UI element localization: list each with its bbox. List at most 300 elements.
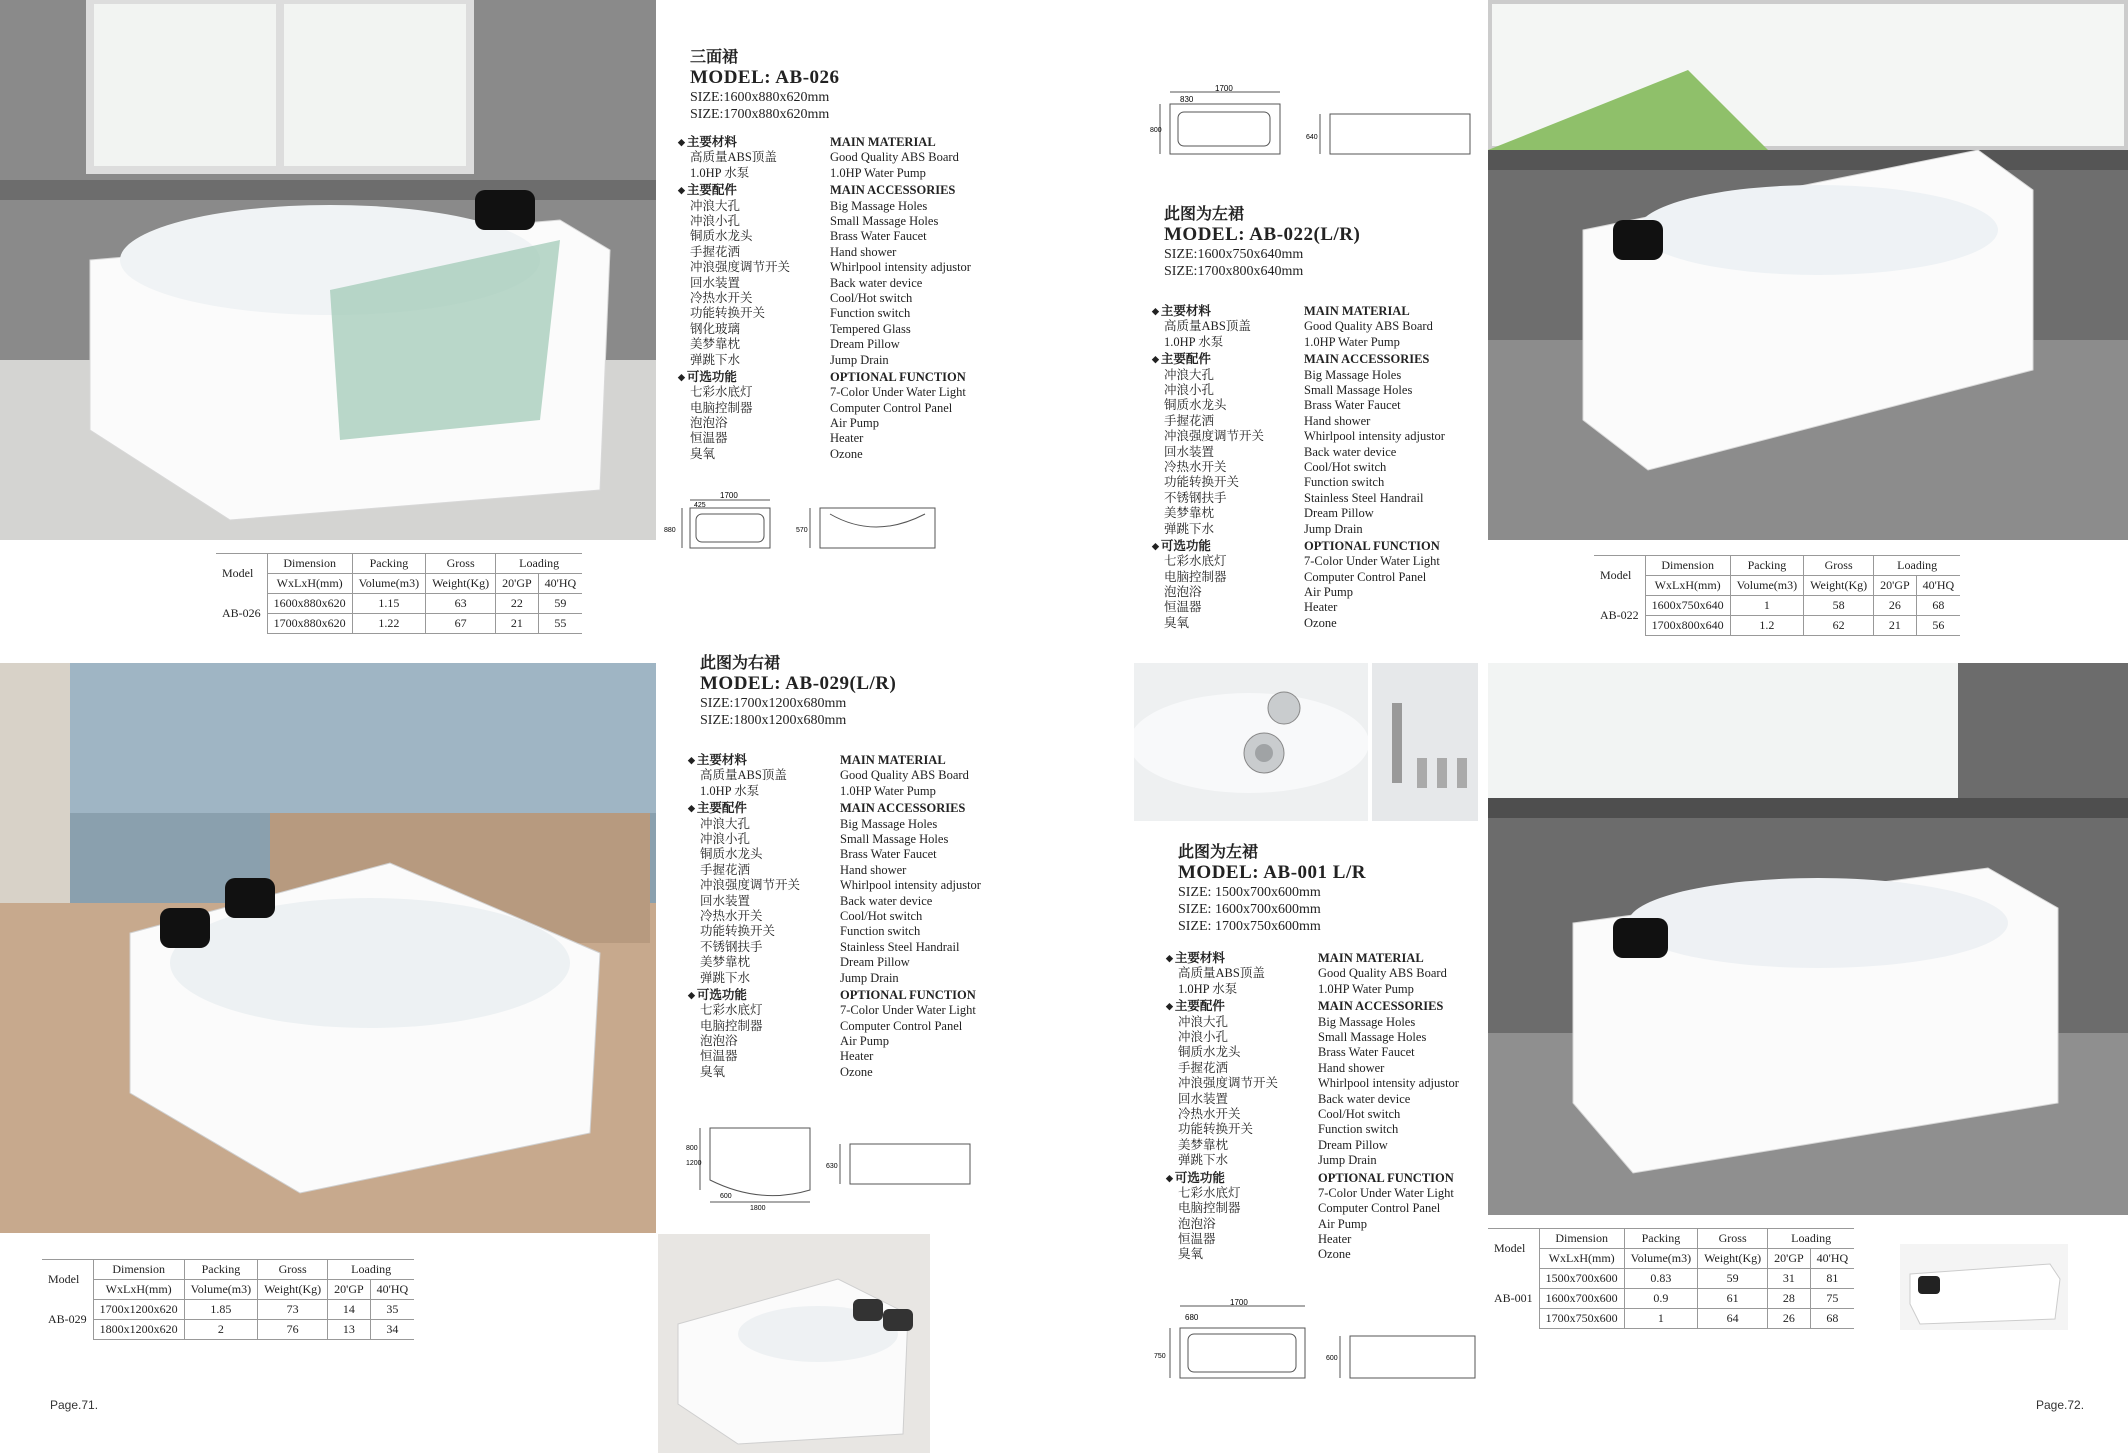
faucet-detail-photo: [1372, 663, 1478, 821]
feature-zh: 电脑控制器: [700, 1018, 763, 1033]
section-title-en: MAIN ACCESSORIES: [830, 183, 956, 198]
ab001-heading: 此图为左裙: [1178, 844, 1259, 861]
ab022-dim-height: 640: [1306, 134, 1318, 141]
section-title-zh: ◆ 主要材料: [690, 135, 830, 150]
feature-zh: 冲浪小孔: [1164, 382, 1215, 397]
feature-zh: 高质量ABS顶盖: [700, 768, 787, 783]
feature-en: Big Massage Holes: [1304, 367, 1402, 382]
table-cell: 22: [496, 594, 539, 614]
section-title-zh: ◆ 主要材料: [700, 753, 840, 768]
feature-zh: 冲浪大孔: [1178, 1014, 1229, 1029]
feature-en: Whirlpool intensity adjustor: [840, 878, 981, 893]
ab022-heading: 此图为左裙: [1164, 206, 1245, 223]
feature-en: Dream Pillow: [1318, 1137, 1388, 1152]
ab029-section-1: [696, 801, 1020, 986]
section-title-en: OPTIONAL FUNCTION: [1318, 1170, 1454, 1185]
ab001-section-1-zh: [1174, 999, 1318, 1168]
feature-zh: 电脑控制器: [1178, 1201, 1241, 1216]
table-cell: 1600x750x640: [1645, 596, 1730, 616]
table-row: [1594, 596, 1960, 616]
wxlxh-header: WxLxH(mm): [267, 574, 352, 594]
ab001-dim-width: 750: [1154, 1353, 1166, 1360]
feature-en: Computer Control Panel: [840, 1018, 963, 1033]
ab029-dim-5: 630: [826, 1163, 838, 1170]
feature-zh: 铜质水龙头: [1164, 398, 1227, 413]
table-row: [216, 594, 582, 614]
table-cell: 0.83: [1624, 1269, 1697, 1289]
feature-zh: 冲浪强度调节开关: [1164, 429, 1265, 444]
ab001-section-1-en: [1318, 999, 1498, 1168]
ab029-spec-table: [42, 1259, 414, 1340]
table-cell: 64: [1698, 1309, 1768, 1329]
volume-header: Volume(m3): [1624, 1249, 1697, 1269]
table-cell: 56: [1916, 616, 1960, 636]
section-title-en: OPTIONAL FUNCTION: [830, 369, 966, 384]
ab029-section-2: [696, 987, 1020, 1080]
page-number-right: Page.72.: [2036, 1398, 2085, 1412]
feature-en: Jump Drain: [830, 352, 889, 367]
ab001-size-1: SIZE: 1500x700x600mm: [1178, 885, 1321, 900]
feature-zh: 恒温器: [690, 431, 728, 446]
ab022-dim-width: 800: [1150, 127, 1162, 134]
gp20-header: 20'GP: [496, 574, 539, 594]
feature-zh: 美梦靠枕: [700, 955, 751, 970]
feature-en: Small Massage Holes: [1318, 1029, 1427, 1044]
ab026-photo: [0, 0, 656, 540]
feature-en: Small Massage Holes: [830, 213, 939, 228]
feature-zh: 手握花洒: [1178, 1060, 1229, 1075]
table-cell: 68: [1810, 1309, 1854, 1329]
feature-en: Tempered Glass: [830, 321, 911, 336]
feature-zh: 冷热水开关: [700, 908, 763, 923]
ab026-section-0-zh: [686, 135, 830, 181]
table-cell: 13: [328, 1320, 371, 1340]
feature-zh: 弹跳下水: [1178, 1153, 1229, 1168]
ab026-section-2-zh: [686, 369, 830, 462]
section-title-en: MAIN MATERIAL: [1304, 304, 1410, 318]
feature-zh: 功能转换开关: [700, 924, 776, 939]
dimension-header: Dimension: [1645, 556, 1730, 576]
section-title-en: MAIN ACCESSORIES: [1304, 352, 1430, 367]
ab001-photo: [1488, 663, 2128, 1215]
feature-zh: 1.0HP 水泵: [1178, 981, 1238, 996]
ab026-dimension-diagram: [660, 490, 940, 560]
ab029-section-1-zh: [696, 801, 840, 986]
ab001-sections: [1174, 951, 1498, 1263]
gp20-header: 20'GP: [1768, 1249, 1811, 1269]
ab029-spec: [696, 654, 1020, 1080]
feature-en: Small Massage Holes: [840, 831, 949, 846]
feature-en: Brass Water Faucet: [830, 229, 927, 244]
ab029-dim-3: 600: [720, 1193, 732, 1200]
ab026-spec-table: [216, 553, 582, 634]
ab029-size-1: SIZE:1700x1200x680mm: [700, 696, 847, 711]
wxlxh-header: WxLxH(mm): [93, 1280, 184, 1300]
feature-zh: 七彩水底灯: [1178, 1185, 1241, 1200]
ab029-sections: [696, 753, 1020, 1080]
feature-en: Back water device: [830, 275, 923, 290]
feature-zh: 泡泡浴: [1178, 1216, 1216, 1231]
table-cell: 21: [1874, 616, 1917, 636]
feature-en: Heater: [840, 1049, 874, 1064]
section-title-zh: ◆ 可选功能: [690, 370, 830, 385]
weight-header: Weight(Kg): [1804, 576, 1874, 596]
ab022-section-1-en: [1304, 352, 1484, 537]
hq40-header: 40'HQ: [538, 574, 582, 594]
feature-en: Dream Pillow: [830, 337, 900, 352]
section-title-en: MAIN ACCESSORIES: [1318, 999, 1444, 1014]
ab029-model: MODEL: AB-029(L/R): [700, 673, 897, 694]
ab022-dimension-diagram: [1150, 84, 1480, 174]
feature-zh: 冲浪小孔: [690, 213, 741, 228]
table-cell: 1.85: [184, 1300, 257, 1320]
ab029-size-2: SIZE:1800x1200x680mm: [700, 713, 847, 728]
page-number-left: Page.71.: [50, 1398, 99, 1412]
hq40-header: 40'HQ: [1916, 576, 1960, 596]
feature-zh: 美梦靠枕: [690, 337, 741, 352]
feature-zh: 臭氧: [690, 446, 716, 461]
table-cell: 63: [426, 594, 496, 614]
feature-zh: 回水装置: [1164, 444, 1215, 459]
feature-zh: 弹跳下水: [690, 352, 741, 367]
feature-en: Cool/Hot switch: [840, 908, 923, 923]
ab029-section-0-en: [840, 753, 1020, 799]
feature-en: Computer Control Panel: [1304, 569, 1427, 584]
feature-en: Brass Water Faucet: [840, 847, 937, 862]
ab029-dim-2: 800: [686, 1145, 698, 1152]
table-cell: 0.9: [1624, 1289, 1697, 1309]
dimension-header: Dimension: [1539, 1229, 1624, 1249]
ab026-dim-height: 570: [796, 527, 808, 534]
table-cell: 59: [538, 594, 582, 614]
feature-en: 7-Color Under Water Light: [1304, 554, 1440, 569]
ab022-model: MODEL: AB-022(L/R): [1164, 224, 1361, 245]
packing-header: Packing: [1624, 1229, 1697, 1249]
feature-zh: 手握花洒: [1164, 413, 1215, 428]
feature-zh: 功能转换开关: [1164, 475, 1240, 490]
table-cell: 55: [538, 614, 582, 634]
feature-en: Ozone: [1318, 1247, 1351, 1262]
feature-zh: 回水装置: [1178, 1091, 1229, 1106]
feature-en: Good Quality ABS Board: [840, 768, 969, 783]
ab029-section-0-zh: [696, 753, 840, 799]
ab022-dim-inner: 830: [1180, 95, 1194, 104]
volume-header: Volume(m3): [184, 1280, 257, 1300]
ab022-section-0-zh: [1160, 304, 1304, 350]
ab001-dim-height: 600: [1326, 1355, 1338, 1362]
feature-en: Function switch: [840, 924, 921, 939]
gp20-header: 20'GP: [328, 1280, 371, 1300]
table-cell: 34: [370, 1320, 414, 1340]
ab029-dim-4: 1800: [750, 1205, 766, 1210]
feature-en: Big Massage Holes: [1318, 1014, 1416, 1029]
section-title-zh: ◆ 主要材料: [1178, 951, 1318, 966]
feature-en: Air Pump: [840, 1034, 889, 1049]
feature-zh: 七彩水底灯: [700, 1003, 763, 1018]
packing-header: Packing: [184, 1260, 257, 1280]
ab022-spec: [1160, 205, 1484, 631]
feature-zh: 冷热水开关: [1178, 1106, 1241, 1121]
ab022-section-1-zh: [1160, 352, 1304, 537]
feature-en: Air Pump: [1304, 585, 1353, 600]
ab001-dim-length: 1700: [1230, 1298, 1248, 1307]
ab022-dim-length: 1700: [1215, 84, 1233, 93]
ab026-section-1-zh: [686, 183, 830, 368]
ab029-dim-1: 1200: [686, 1160, 702, 1167]
ab001-section-1: [1174, 999, 1498, 1168]
ab022-section-2-zh: [1160, 538, 1304, 631]
ab029-photo: [0, 663, 656, 1233]
ab001-size-3: SIZE: 1700x750x600mm: [1178, 919, 1321, 934]
feature-en: Hand shower: [840, 862, 907, 877]
table-cell: 1.22: [352, 614, 425, 634]
ab026-sections: [686, 135, 1010, 462]
ab022-spec-table: [1594, 555, 1960, 636]
section-title-zh: ◆ 主要材料: [1164, 304, 1304, 319]
feature-en: Big Massage Holes: [840, 816, 938, 831]
feature-zh: 美梦靠枕: [1178, 1137, 1229, 1152]
table-cell: 73: [258, 1300, 328, 1320]
ab026-section-2: [686, 369, 1010, 462]
weight-header: Weight(Kg): [258, 1280, 328, 1300]
ab026-dim-length: 1700: [720, 491, 738, 500]
ab022-size-1: SIZE:1600x750x640mm: [1164, 247, 1304, 262]
table-cell: 76: [258, 1320, 328, 1340]
table-cell: 14: [328, 1300, 371, 1320]
feature-en: Ozone: [1304, 615, 1337, 630]
feature-zh: 弹跳下水: [700, 970, 751, 985]
section-title-en: MAIN MATERIAL: [840, 753, 946, 767]
feature-zh: 冲浪强度调节开关: [700, 878, 801, 893]
ab001-section-2-en: [1318, 1171, 1498, 1263]
feature-en: Brass Water Faucet: [1318, 1045, 1415, 1060]
feature-en: Brass Water Faucet: [1304, 398, 1401, 413]
ab001-dimension-diagram: [1150, 1298, 1480, 1388]
table-row: [1488, 1309, 1854, 1329]
feature-en: 7-Color Under Water Light: [830, 385, 966, 400]
ab026-section-2-en: [830, 370, 1010, 462]
weight-header: Weight(Kg): [426, 574, 496, 594]
ab022-section-0-en: [1304, 304, 1484, 350]
feature-zh: 冷热水开关: [690, 290, 753, 305]
ab022-section-2-en: [1304, 539, 1484, 631]
ab026-size-2: SIZE:1700x880x620mm: [690, 107, 830, 122]
section-title-en: MAIN MATERIAL: [830, 135, 936, 149]
section-title-en: OPTIONAL FUNCTION: [1304, 538, 1440, 553]
feature-zh: 美梦靠枕: [1164, 506, 1215, 521]
ab029-section-2-zh: [696, 987, 840, 1080]
table-cell: 61: [1698, 1289, 1768, 1309]
feature-en: Whirlpool intensity adjustor: [1318, 1076, 1459, 1091]
feature-zh: 1.0HP 水泵: [700, 783, 760, 798]
ab001-dim-inner: 680: [1185, 1313, 1199, 1322]
table-cell: 31: [1768, 1269, 1811, 1289]
ab022-sections: [1160, 304, 1484, 631]
ab029-dimension-diagram: [680, 1120, 980, 1210]
feature-en: Small Massage Holes: [1304, 382, 1413, 397]
volume-header: Volume(m3): [1730, 576, 1803, 596]
model-cell: AB-029: [48, 1312, 87, 1326]
feature-en: Good Quality ABS Board: [1304, 319, 1433, 334]
gross-header: Gross: [258, 1260, 328, 1280]
section-title-zh: ◆ 主要配件: [690, 183, 830, 198]
section-title-zh: ◆ 可选功能: [1178, 1171, 1318, 1186]
section-title-zh: ◆ 可选功能: [700, 988, 840, 1003]
table-cell: 35: [370, 1300, 414, 1320]
ab022-section-1: [1160, 352, 1484, 537]
feature-zh: 电脑控制器: [690, 400, 753, 415]
feature-en: Computer Control Panel: [830, 400, 953, 415]
table-cell: 62: [1804, 616, 1874, 636]
ab022-size-2: SIZE:1700x800x640mm: [1164, 264, 1304, 279]
feature-en: Hand shower: [830, 244, 897, 259]
feature-en: Heater: [1318, 1232, 1352, 1247]
table-cell: 1700x1200x620: [93, 1300, 184, 1320]
feature-en: 1.0HP Water Pump: [1304, 334, 1400, 349]
ab026-section-1-en: [830, 183, 1010, 368]
section-title-zh: ◆ 可选功能: [1164, 539, 1304, 554]
section-title-en: MAIN ACCESSORIES: [840, 801, 966, 816]
table-cell: 1: [1730, 596, 1803, 616]
ab026-spec: [686, 48, 1010, 462]
ab001-section-0: [1174, 951, 1498, 997]
table-cell: 2: [184, 1320, 257, 1340]
feature-en: Back water device: [1304, 444, 1397, 459]
feature-zh: 不锈钢扶手: [700, 939, 763, 954]
table-row: [216, 614, 582, 634]
feature-zh: 臭氧: [1178, 1247, 1204, 1262]
table-cell: 1700x750x600: [1539, 1309, 1624, 1329]
table-cell: 1: [1624, 1309, 1697, 1329]
feature-zh: 不锈钢扶手: [1164, 490, 1227, 505]
feature-zh: 七彩水底灯: [1164, 554, 1227, 569]
feature-en: 7-Color Under Water Light: [840, 1003, 976, 1018]
section-title-en: MAIN MATERIAL: [1318, 951, 1424, 965]
feature-zh: 铜质水龙头: [1178, 1045, 1241, 1060]
loading-header: Loading: [496, 554, 583, 574]
feature-en: Hand shower: [1318, 1060, 1385, 1075]
feature-zh: 泡泡浴: [690, 416, 728, 431]
table-cell: 59: [1698, 1269, 1768, 1289]
feature-en: Function switch: [1304, 475, 1385, 490]
loading-header: Loading: [1874, 556, 1961, 576]
table-row: [1488, 1269, 1854, 1289]
feature-zh: 铜质水龙头: [700, 847, 763, 862]
table-cell: 26: [1768, 1309, 1811, 1329]
ab029-section-0: [696, 753, 1020, 799]
ab001-section-0-en: [1318, 951, 1498, 997]
ab029-small-photo: [658, 1234, 930, 1453]
feature-en: Computer Control Panel: [1318, 1201, 1441, 1216]
feature-en: Dream Pillow: [1304, 506, 1374, 521]
feature-en: Whirlpool intensity adjustor: [1304, 429, 1445, 444]
feature-en: Air Pump: [1318, 1216, 1367, 1231]
feature-en: Function switch: [830, 306, 911, 321]
model-header: Model: [1488, 1229, 1539, 1269]
feature-en: Jump Drain: [1318, 1153, 1377, 1168]
table-cell: 21: [496, 614, 539, 634]
feature-zh: 冲浪大孔: [1164, 367, 1215, 382]
feature-en: Cool/Hot switch: [830, 290, 913, 305]
feature-en: 7-Color Under Water Light: [1318, 1185, 1454, 1200]
ab029-section-1-en: [840, 801, 1020, 986]
packing-header: Packing: [352, 554, 425, 574]
table-cell: 28: [1768, 1289, 1811, 1309]
feature-zh: 回水装置: [700, 893, 751, 908]
feature-zh: 泡泡浴: [1164, 585, 1202, 600]
feature-en: Ozone: [830, 446, 863, 461]
model-header: Model: [1594, 556, 1645, 596]
feature-en: Jump Drain: [840, 970, 899, 985]
feature-zh: 功能转换开关: [690, 306, 766, 321]
ab026-section-1: [686, 183, 1010, 368]
model-cell: AB-026: [222, 606, 261, 620]
table-cell: 75: [1810, 1289, 1854, 1309]
ab001-section-2: [1174, 1170, 1498, 1263]
feature-zh: 高质量ABS顶盖: [1164, 319, 1251, 334]
ab026-section-0-en: [830, 135, 1010, 181]
feature-zh: 冲浪强度调节开关: [690, 260, 791, 275]
dimension-header: Dimension: [93, 1260, 184, 1280]
feature-zh: 铜质水龙头: [690, 229, 753, 244]
feature-zh: 臭氧: [1164, 615, 1190, 630]
ab022-photo: [1488, 0, 2128, 540]
feature-en: Function switch: [1318, 1122, 1399, 1137]
feature-zh: 弹跳下水: [1164, 521, 1215, 536]
feature-en: Air Pump: [830, 416, 879, 431]
ab026-model: MODEL: AB-026: [690, 67, 840, 88]
model-cell: AB-022: [1600, 608, 1639, 622]
feature-en: Dream Pillow: [840, 955, 910, 970]
ab001-size-2: SIZE: 1600x700x600mm: [1178, 902, 1321, 917]
table-row: [42, 1320, 414, 1340]
ab026-size-1: SIZE:1600x880x620mm: [690, 90, 830, 105]
table-cell: 1.2: [1730, 616, 1803, 636]
feature-en: Stainless Steel Handrail: [840, 939, 960, 954]
table-cell: 1600x880x620: [267, 594, 352, 614]
feature-en: Cool/Hot switch: [1318, 1106, 1401, 1121]
table-cell: 1500x700x600: [1539, 1269, 1624, 1289]
feature-zh: 冷热水开关: [1164, 459, 1227, 474]
feature-zh: 冲浪小孔: [700, 831, 751, 846]
feature-zh: 高质量ABS顶盖: [1178, 966, 1265, 981]
ab026-dim-depth: 880: [664, 527, 676, 534]
feature-en: Back water device: [840, 893, 933, 908]
section-title-zh: ◆ 主要配件: [1178, 999, 1318, 1014]
ab026-section-0: [686, 135, 1010, 181]
table-cell: 81: [1810, 1269, 1854, 1289]
gross-header: Gross: [1804, 556, 1874, 576]
table-cell: 1800x1200x620: [93, 1320, 184, 1340]
ab001-model: MODEL: AB-001 L/R: [1178, 862, 1366, 883]
feature-en: Heater: [1304, 600, 1338, 615]
feature-zh: 1.0HP 水泵: [1164, 334, 1224, 349]
feature-zh: 高质量ABS顶盖: [690, 150, 777, 165]
feature-en: 1.0HP Water Pump: [1318, 981, 1414, 996]
feature-zh: 电脑控制器: [1164, 569, 1227, 584]
table-cell: 1700x880x620: [267, 614, 352, 634]
section-title-zh: ◆ 主要配件: [700, 801, 840, 816]
ab029-section-2-en: [840, 988, 1020, 1080]
dimension-header: Dimension: [267, 554, 352, 574]
feature-en: Big Massage Holes: [830, 198, 928, 213]
feature-zh: 冲浪强度调节开关: [1178, 1076, 1279, 1091]
feature-zh: 恒温器: [1178, 1232, 1216, 1247]
jets-detail-photo: [1134, 663, 1368, 821]
table-cell: 26: [1874, 596, 1917, 616]
feature-zh: 恒温器: [700, 1049, 738, 1064]
loading-header: Loading: [1768, 1229, 1855, 1249]
